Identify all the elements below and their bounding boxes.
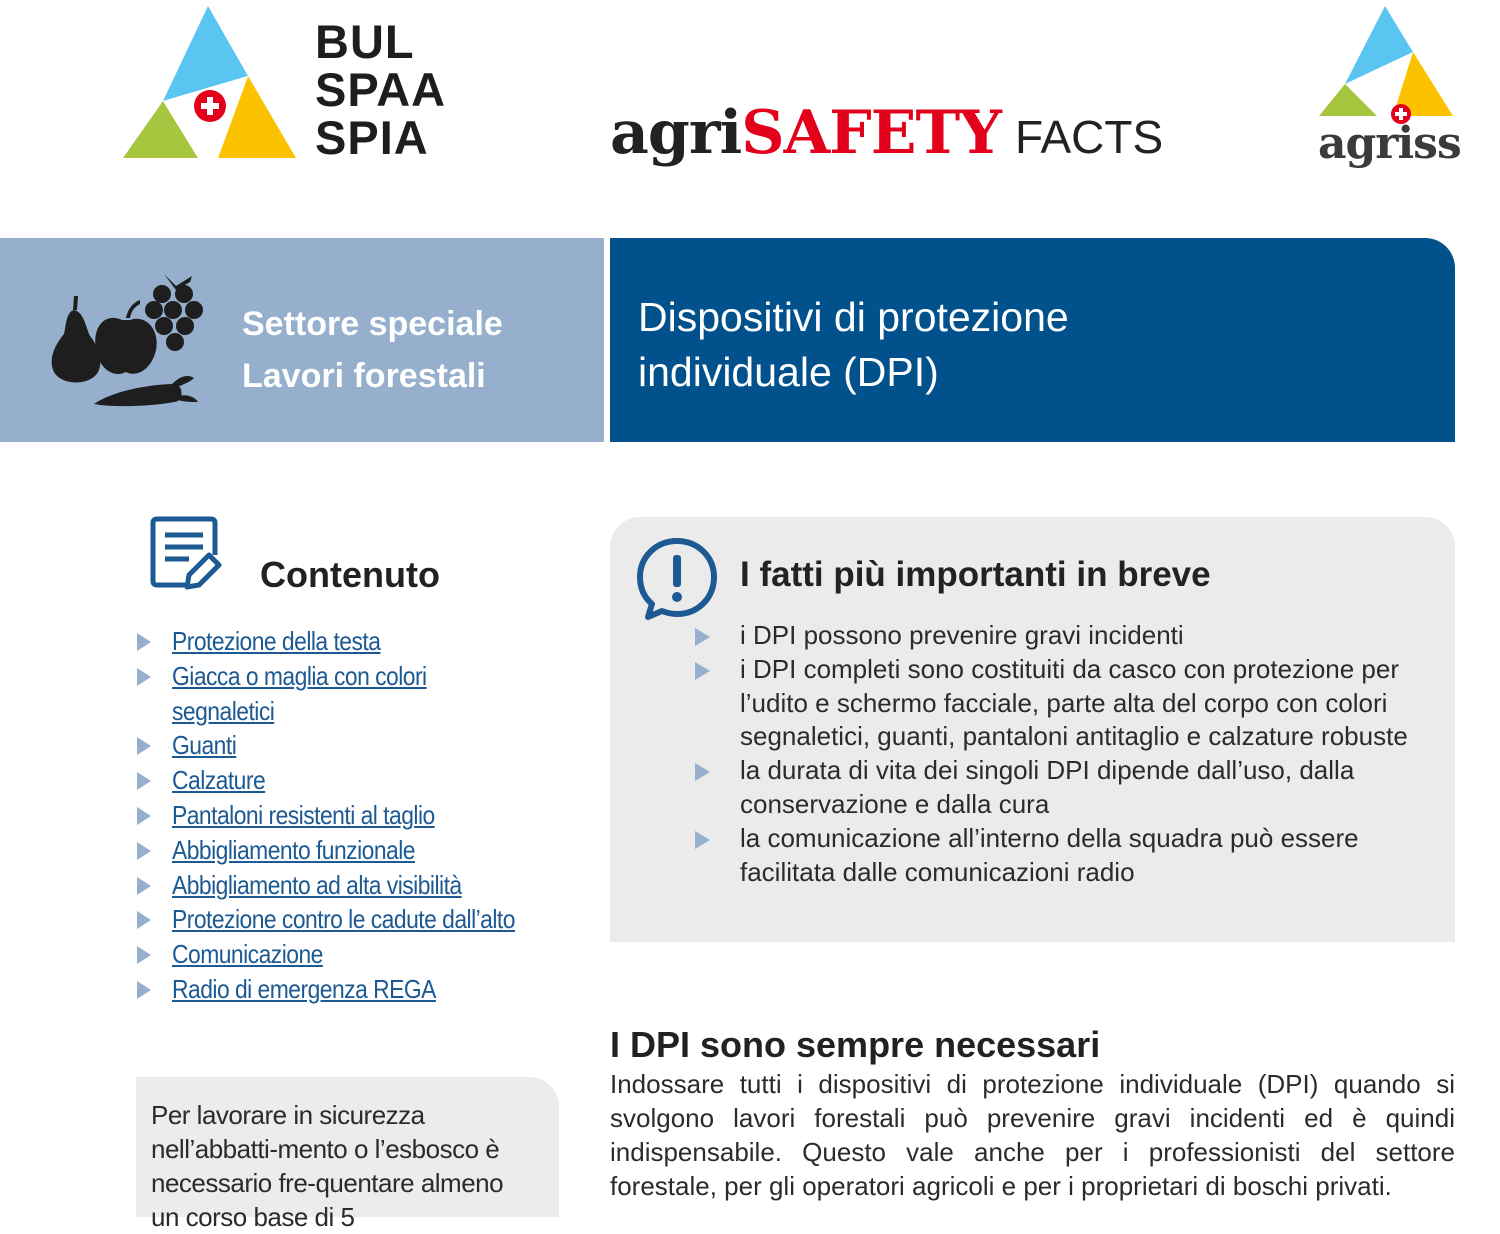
toc-link-calzature[interactable]: Calzature [172, 765, 266, 796]
brand-agri: agri [610, 98, 742, 168]
key-facts-heading: I fatti più importanti in breve [740, 555, 1211, 594]
toc-link-comunicazione[interactable]: Comunicazione [172, 939, 323, 970]
agriss-wordmark: agriss [1318, 118, 1461, 169]
toc-item [134, 659, 574, 729]
agrisafety-facts-brand [610, 98, 1163, 168]
contents-list [134, 624, 574, 1007]
toc-link-alta-visibilita[interactable]: Abbigliamento ad alta visibilità [172, 869, 462, 900]
toc-link-pantaloni[interactable]: Pantaloni resistenti al taglio [172, 799, 435, 830]
toc-item [134, 972, 574, 1007]
agriss-logo [1315, 4, 1455, 124]
toc-link-cadute-alto[interactable]: Protezione contro le cadute dall’alto [172, 904, 515, 935]
key-fact-item: la durata di vita dei singoli DPI dipende dall’uso, dalla conservazione e dalla cura [692, 754, 1452, 822]
brand-facts: FACTS [1014, 111, 1164, 163]
key-fact-item: la comunicazione all’interno della squadra può essere facilitata dalle comunicazioni radio [692, 822, 1452, 890]
toc-link-protezione-testa[interactable]: Protezione della testa [172, 626, 381, 656]
document-edit-icon [145, 515, 225, 595]
alert-speech-icon [632, 533, 722, 623]
bul-line-2: SPAA [315, 63, 447, 116]
key-facts-list [692, 619, 1452, 889]
toc-link-abbigliamento-funzionale[interactable]: Abbigliamento funzionale [172, 834, 416, 865]
contents-heading: Contenuto [260, 554, 440, 595]
toc-link-radio-rega[interactable]: Radio di emergenza REGA [172, 973, 436, 1004]
page-title-line-1: Dispositivi di protezione [638, 294, 1069, 340]
toc-item [134, 728, 574, 763]
toc-link-guanti[interactable]: Guanti [172, 730, 237, 761]
key-fact-item: i DPI completi sono costituiti da casco con protezione per l’udito e schermo facciale, parte alta del corpo con colori segnaletici, guanti, pantaloni antitaglio e calzature robuste [692, 653, 1452, 754]
toc-link-giacca-maglia[interactable]: Giacca o maglia con colori segnaletici [172, 660, 427, 726]
toc-item [134, 937, 574, 972]
bul-line-3: SPIA [315, 111, 429, 164]
sector-label [242, 298, 503, 402]
page-title-line-2: individuale (DPI) [638, 349, 939, 395]
page-title [638, 290, 1069, 400]
sector-line-1: Settore speciale [242, 305, 503, 343]
key-fact-item: i DPI possono prevenire gravi incidenti [692, 619, 1452, 653]
training-note-text: Per lavorare in sicurezza nell’abbatti-mento o l’esbosco è necessario fre-quentare almeno un corso base di 5 [151, 1100, 504, 1232]
brand-safety: SAFETY [741, 98, 1001, 168]
toc-item [134, 833, 574, 868]
bul-wordmark [315, 15, 447, 164]
sector-line-2: Lavori forestali [242, 357, 486, 395]
toc-item [134, 624, 574, 659]
bul-line-1: BUL [315, 15, 415, 68]
fruit-vegetables-icon [44, 272, 209, 412]
section-heading: I DPI sono sempre necessari [610, 1024, 1101, 1065]
toc-item [134, 902, 574, 937]
toc-item [134, 763, 574, 798]
section-body-text: Indossare tutti i dispositivi di protezione individuale (DPI) quando si svolgono lavori forestali può prevenire gravi incidenti ed è quindi indispensabile. Questo vale anche per i professionisti del settore forestale, per gli operatori agricoli e per i proprietari di boschi privati. [610, 1069, 1455, 1201]
bul-logo [118, 6, 298, 161]
toc-item [134, 868, 574, 903]
toc-item [134, 798, 574, 833]
